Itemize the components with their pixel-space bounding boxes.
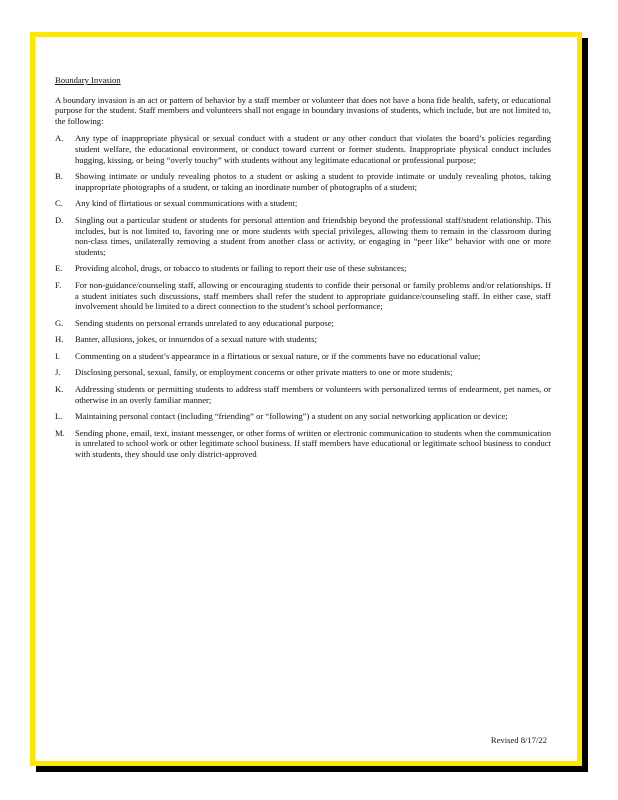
intro-paragraph: A boundary invasion is an act or pattern of behavior by a staff member or volunteer that does not have a bona fide health, safety, or educational purpose for the student. Staff members and volunteers shall not engage in boundary invasions of students, which include, but are not limited to, the following:: [55, 94, 551, 126]
item-letter: L.: [55, 411, 63, 422]
list-item: [55, 384, 551, 405]
item-letter: G.: [55, 317, 64, 328]
list-item: [55, 215, 551, 257]
item-letter: F.: [55, 279, 62, 290]
item-letter: D.: [55, 214, 64, 225]
list-item: [55, 367, 551, 378]
item-text: Providing alcohol, drugs, or tobacco to students or failing to report their use of these substances;: [75, 263, 407, 274]
item-letter: H.: [55, 334, 64, 345]
item-text: Sending students on personal errands unrelated to any educational purpose;: [75, 317, 334, 328]
list-item: [55, 171, 551, 192]
item-letter: E.: [55, 263, 63, 274]
list-item: [55, 351, 551, 362]
document-page: [30, 32, 582, 766]
list-item: [55, 198, 551, 209]
list-item: [55, 133, 551, 165]
item-text: Commenting on a student’s appearance in a flirtatious or sexual nature, or if the comments have no educational value;: [75, 350, 481, 361]
item-letter: J.: [55, 367, 61, 378]
list-item: [55, 280, 551, 312]
item-text: Sending phone, email, text, instant messenger, or other forms of written or electronic communication to students when the communication is unrelated to school work or other legitimate school business. If staff members have educational or legitimate school business to conduct with students, they should use only district-approved: [75, 427, 551, 460]
item-letter: M.: [55, 427, 65, 438]
list-item: [55, 263, 551, 274]
item-text: Addressing students or permitting students to address staff members or volunteers with personalized terms of endearment, pet names, or otherwise in an overly familiar manner;: [75, 384, 551, 405]
item-text: Disclosing personal, sexual, family, or employment concerns or other private matters to one or more students;: [75, 367, 453, 378]
item-letter: K.: [55, 384, 64, 395]
list-item: [55, 318, 551, 329]
list-item: [55, 428, 551, 460]
revision-date: Revised 8/17/22: [490, 735, 547, 745]
document-title: Boundary Invasion: [55, 75, 121, 85]
boundary-list: [55, 133, 551, 459]
item-text: Maintaining personal contact (including “friending” or “following”) a student on any social networking application or device;: [75, 411, 508, 422]
item-text: Showing intimate or unduly revealing photos to a student or asking a student to provide intimate or unduly revealing photos, taking inappropriate photographs of a student, or taking an inordinate number of photographs of a student;: [75, 171, 551, 192]
item-text: Any kind of flirtatious or sexual communications with a student;: [75, 198, 298, 209]
item-text: Any type of inappropriate physical or sexual conduct with a student or any other conduct that violates the board’s policies regarding student welfare, the educational environment, or conduct toward current or former students. Inappropriate physical conduct includes hugging, kissing, or being “overly touchy” with students without any legitimate educational or professional purpose;: [75, 133, 551, 165]
item-letter: C.: [55, 198, 63, 209]
list-item: [55, 334, 551, 345]
item-letter: I.: [55, 350, 61, 361]
item-text: For non-guidance/counseling staff, allowing or encouraging students to confide their personal or family problems and/or relationships. If a student initiates such discussions, staff members shall refer the student to appropriate guidance/counseling staff. In either case, staff involvement should be limited to a direct connection to the student’s school performance;: [75, 279, 551, 312]
item-text: Banter, allusions, jokes, or innuendos of a sexual nature with students;: [75, 334, 317, 345]
item-letter: A.: [55, 133, 64, 144]
list-item: [55, 411, 551, 422]
item-text: Singling out a particular student or students for personal attention and friendship beyond the professional staff/student relationship. This includes, but is not limited to, favoring one or more students with special privileges, allowing them to remain in the classroom during non-class times, unilaterally removing a student from another class or activity, or engaging in “peer like” behavior with one or more students;: [75, 214, 551, 257]
document-content: [55, 75, 551, 466]
item-letter: B.: [55, 171, 63, 182]
